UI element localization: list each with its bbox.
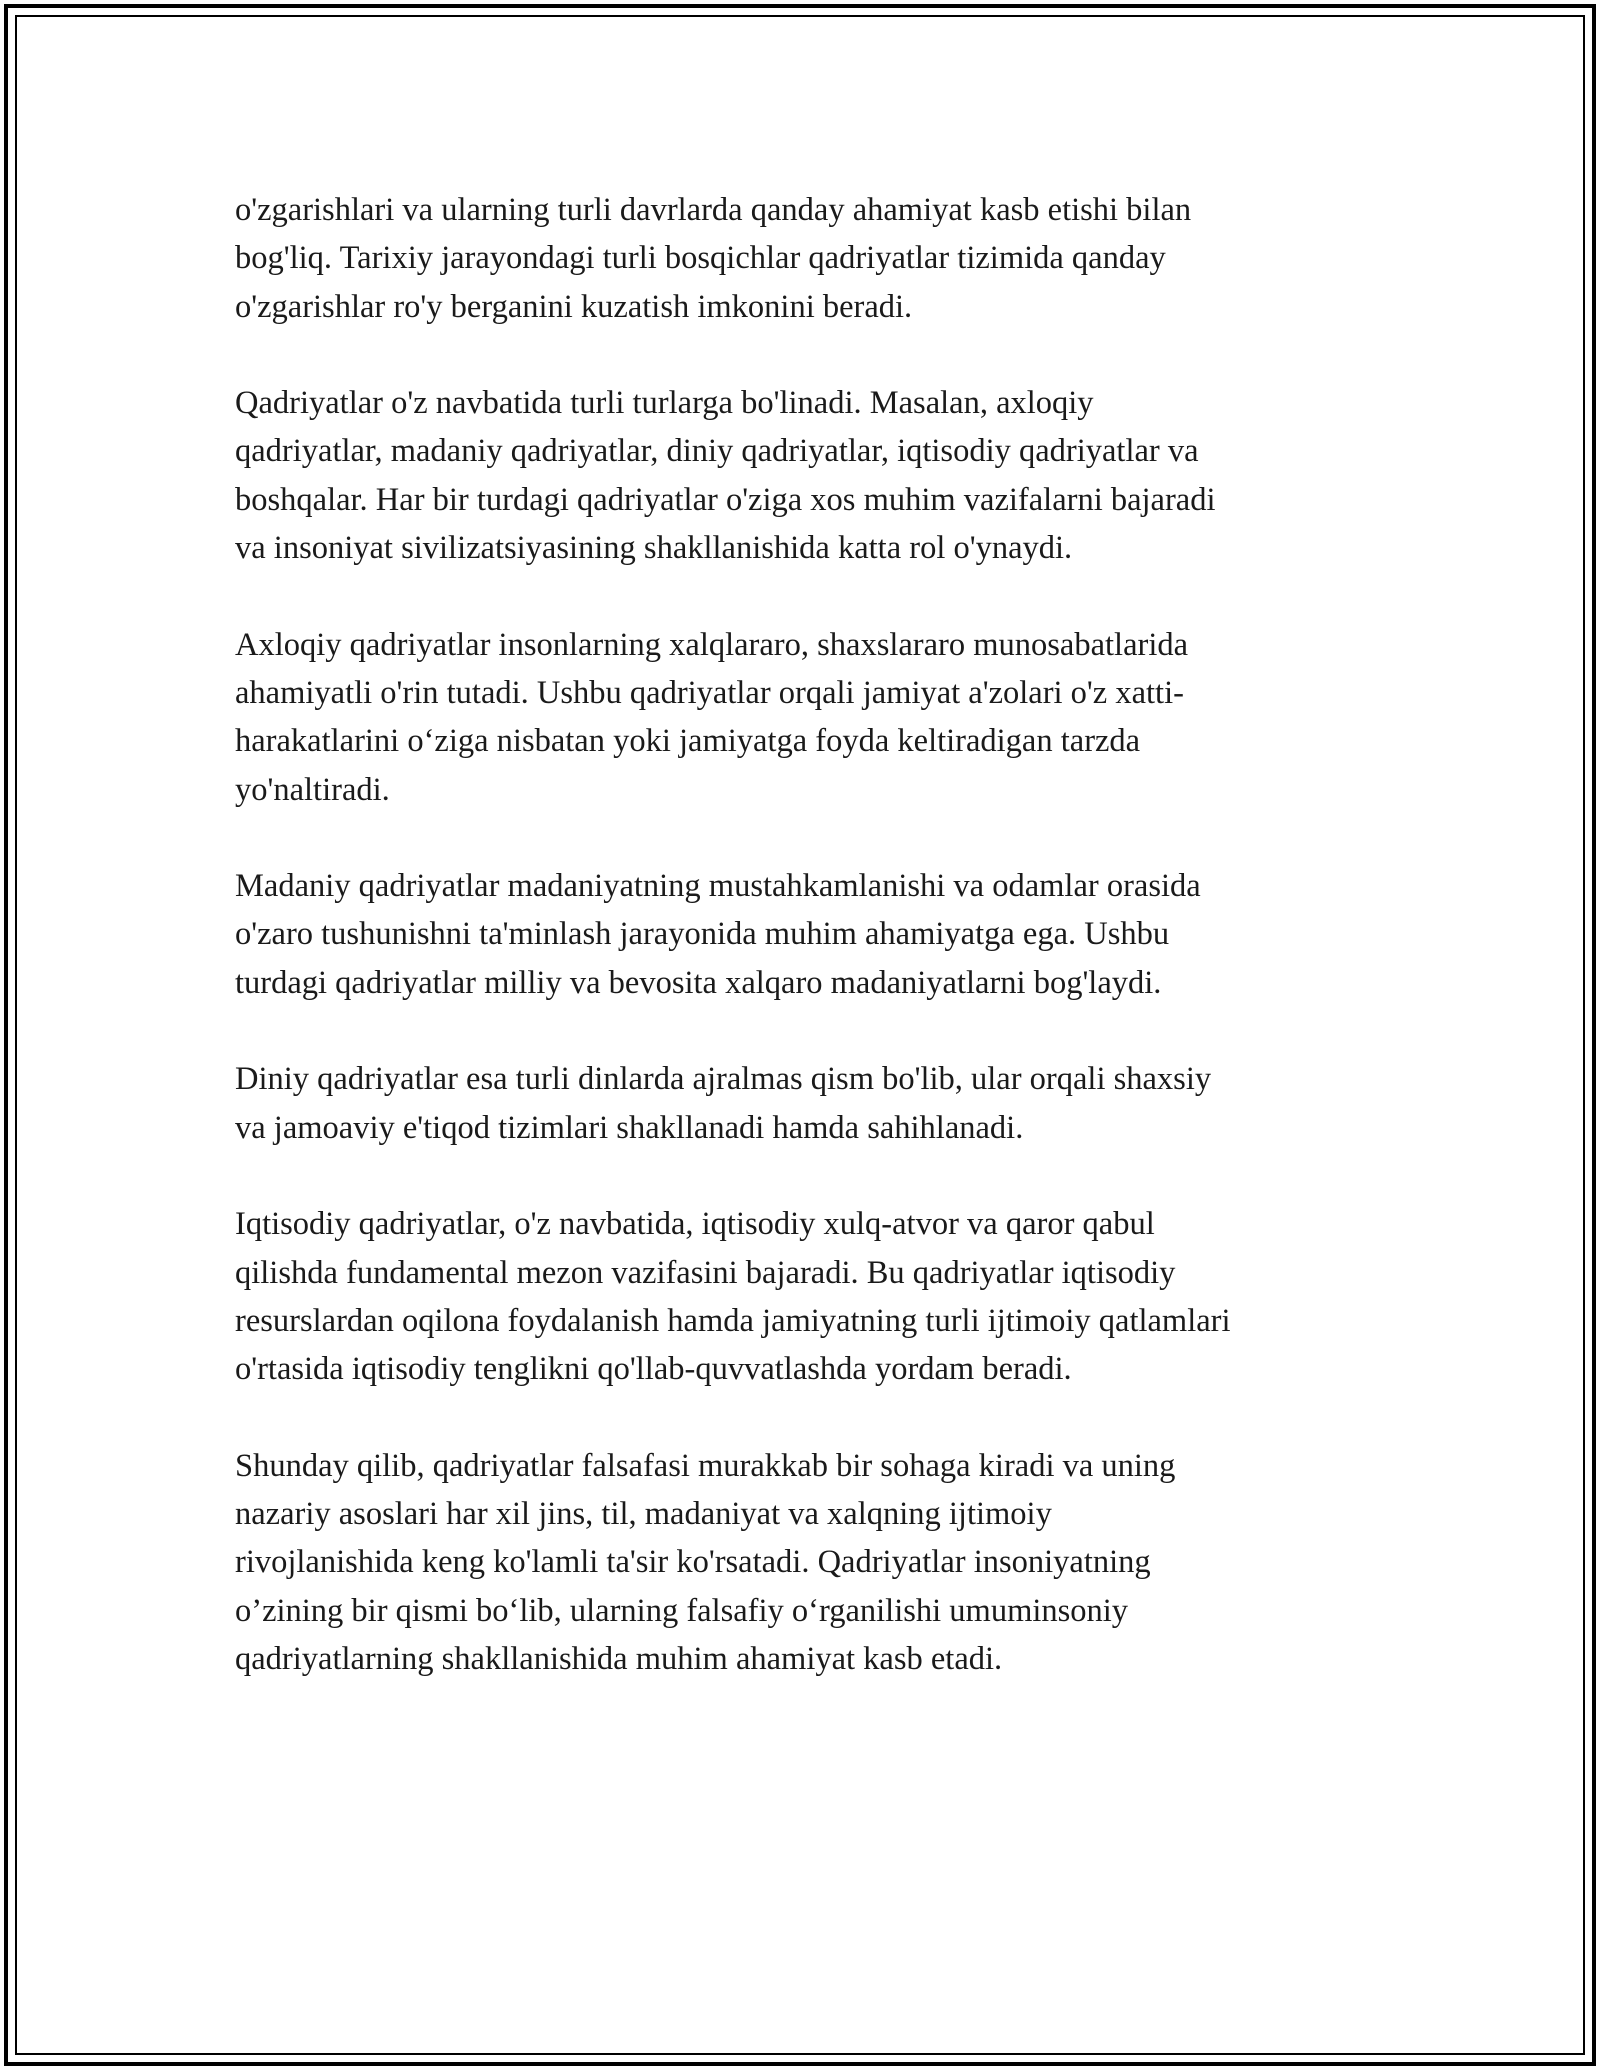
text-line: Shunday qilib, qadriyatlar falsafasi murakkab bir sohaga kiradi va uning	[235, 1447, 1176, 1484]
paragraph	[235, 186, 1385, 331]
text-line: qilishda fundamental mezon vazifasini bajaradi. Bu qadriyatlar iqtisodiy	[235, 1254, 1176, 1291]
text-line: qadriyatlar, madaniy qadriyatlar, diniy qadriyatlar, iqtisodiy qadriyatlar va	[235, 433, 1199, 470]
paragraph	[235, 1442, 1385, 1683]
paragraph	[235, 621, 1385, 814]
text-line: yo'naltiradi.	[235, 771, 390, 808]
paragraph	[235, 379, 1385, 572]
text-line: o'zgarishlari va ularning turli davrlarda qanday ahamiyat kasb etishi bilan	[235, 192, 1192, 228]
text-line: harakatlarini o‘ziga nisbatan yoki jamiyatga foyda keltiradigan tarzda	[235, 723, 1141, 760]
text-line: o'zgarishlar ro'y berganini kuzatish imkonini beradi.	[235, 288, 913, 325]
text-line: o’zining bir qismi bo‘lib, ularning falsafiy o‘rganilishi umuminsoniy	[235, 1592, 1129, 1629]
text-line: rivojlanishida keng ko'lamli ta'sir ko'rsatadi. Qadriyatlar insoniyatning	[235, 1544, 1151, 1581]
paragraph	[235, 1200, 1385, 1393]
document-body	[235, 186, 1385, 1732]
text-line: bog'liq. Tarixiy jarayondagi turli bosqichlar qadriyatlar tizimida qanday	[235, 240, 1166, 277]
text-line: va insoniyat sivilizatsiyasining shakllanishida katta rol o'ynaydi.	[235, 530, 1073, 567]
text-line: nazariy asoslari har xil jins, til, madaniyat va xalqning ijtimoiy	[235, 1496, 1052, 1533]
text-line: Madaniy qadriyatlar madaniyatning mustahkamlanishi va odamlar orasida	[235, 868, 1201, 905]
text-line: qadriyatlarning shakllanishida muhim ahamiyat kasb etadi.	[235, 1640, 1003, 1677]
text-line: Diniy qadriyatlar esa turli dinlarda ajralmas qism bo'lib, ular orqali shaxsiy	[235, 1061, 1212, 1098]
paragraph	[235, 862, 1385, 1007]
text-line: ahamiyatli o'rin tutadi. Ushbu qadriyatlar orqali jamiyat a'zolari o'z xatti-	[235, 674, 1184, 711]
paragraph	[235, 1055, 1385, 1152]
text-line: Iqtisodiy qadriyatlar, o'z navbatida, iqtisodiy xulq-atvor va qaror qabul	[235, 1206, 1155, 1243]
text-line: Qadriyatlar o'z navbatida turli turlarga bo'linadi. Masalan, axloqiy	[235, 385, 1094, 422]
text-line: boshqalar. Har bir turdagi qadriyatlar o'ziga xos muhim vazifalarni bajaradi	[235, 481, 1216, 518]
text-line: turdagi qadriyatlar milliy va bevosita xalqaro madaniyatlarni bog'laydi.	[235, 964, 1162, 1001]
text-line: Axloqiy qadriyatlar insonlarning xalqlararo, shaxslararo munosabatlarida	[235, 626, 1189, 663]
text-line: o'rtasida iqtisodiy tenglikni qo'llab-quvvatlashda yordam beradi.	[235, 1351, 1072, 1388]
text-line: resurslardan oqilona foydalanish hamda jamiyatning turli ijtimoiy qatlamlari	[235, 1302, 1231, 1339]
text-line: va jamoaviy e'tiqod tizimlari shakllanadi hamda sahihlanadi.	[235, 1109, 1024, 1146]
text-line: o'zaro tushunishni ta'minlash jarayonida muhim ahamiyatga ega. Ushbu	[235, 916, 1170, 953]
